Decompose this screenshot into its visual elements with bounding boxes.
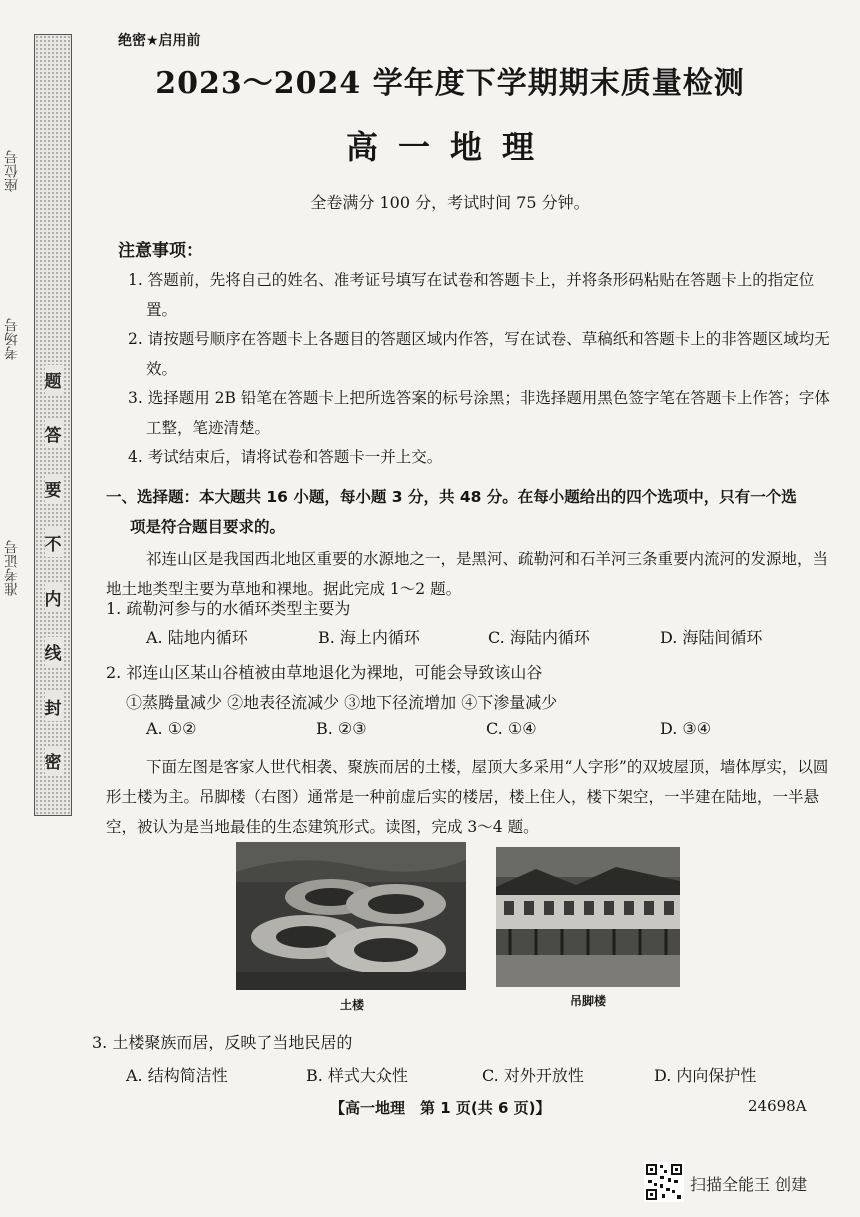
seal-char: 不 <box>45 528 62 557</box>
option-a: A. 结构简洁性 <box>126 1066 228 1085</box>
confidential-mark: 绝密★启用前 <box>118 33 201 49</box>
section-heading-cont: 项是符合题目要求的。 <box>130 518 286 536</box>
option-d: D. ③④ <box>660 719 712 738</box>
seat-number-label: 座位号 <box>4 150 20 192</box>
seal-char: 内 <box>45 583 62 612</box>
seal-char: 答 <box>45 419 62 448</box>
option-a: A. 陆地内循环 <box>146 628 248 647</box>
exam-info: 全卷满分 100 分，考试时间 75 分钟。 <box>310 193 590 212</box>
paper-code: 24698A <box>748 1097 807 1115</box>
notice-item: 1. 答题前，先将自己的姓名、准考证号填写在试卷和答题卡上，并将条形码粘贴在答题卡上的指定位置。 <box>128 271 815 319</box>
seal-char: 线 <box>45 637 62 666</box>
page-footer: 【高一地理 第 1 页(共 6 页)】 <box>330 1099 551 1117</box>
option-b: B. 海上内循环 <box>318 628 420 647</box>
section-heading <box>106 482 830 542</box>
option-b: B. ②③ <box>316 719 367 738</box>
notice-item: 2. 请按题号顺序在答题卡上各题目的答题区域内作答，写在试卷、草稿纸和答题卡上的非答题区域均无效。 <box>128 330 830 378</box>
passage-qilian: 祁连山区是我国西北地区重要的水源地之一，是黑河、疏勒河和石羊河三条重要内流河的发源地，当地土地类型主要为草地和裸地。据此完成 1～2 题。 <box>106 550 829 598</box>
notice-list <box>118 266 830 473</box>
seal-line-text <box>35 365 71 775</box>
passage-architecture: 下面左图是客家人世代相袭、聚族而居的土楼，屋顶大多采用“人字形”的双坡屋顶，墙体厚实，以圆形土楼为主。吊脚楼（右图）通常是一种前虚后实的楼居，楼上住人，楼下架空，一半建在陆地，一半悬空，被认为是当地最佳的生态建筑形式。读图，完成 3～4 题。 <box>106 758 829 836</box>
diaojiaolou-caption: 吊脚楼 <box>570 994 607 1008</box>
binding-margin <box>34 34 72 816</box>
seal-char: 要 <box>45 474 62 503</box>
option-b: B. 样式大众性 <box>306 1066 408 1085</box>
tulou-photo <box>236 842 466 990</box>
question-1-stem: 1. 疏勒河参与的水循环类型主要为 <box>106 599 351 618</box>
diaojiaolou-photo <box>496 847 680 987</box>
question-2-statements: ①蒸腾量减少 ②地表径流减少 ③地下径流增加 ④下渗量减少 <box>126 693 558 712</box>
option-c: C. 海陆内循环 <box>488 628 590 647</box>
scanner-watermark: 扫描全能王 创建 <box>690 1175 808 1194</box>
question-2-stem: 2. 祁连山区某山谷植被由草地退化为裸地，可能会导致该山谷 <box>106 663 543 682</box>
tulou-caption: 土楼 <box>340 998 365 1012</box>
option-d: D. 海陆间循环 <box>660 628 763 647</box>
section-heading-line: 一、选择题：本大题共 16 小题，每小题 3 分，共 48 分。在每小题给出的四个选项中，只有一个选 <box>106 488 797 506</box>
admission-number-label: 准考证号 <box>4 540 20 596</box>
notice-heading: 注意事项： <box>118 241 203 261</box>
question-3-options <box>126 1063 826 1086</box>
option-a: A. ①② <box>146 719 197 738</box>
option-c: C. 对外开放性 <box>482 1066 584 1085</box>
option-c: C. ①④ <box>486 719 537 738</box>
seal-char: 封 <box>45 692 62 721</box>
notice-item: 4. 考试结束后，请将试卷和答题卡一并上交。 <box>128 448 443 466</box>
option-d: D. 内向保护性 <box>654 1066 757 1085</box>
exam-title: 2023～2024 学年度下学期期末质量检测 <box>155 66 745 101</box>
exam-room-label: 考场号 <box>4 318 20 360</box>
seal-char: 题 <box>45 365 62 394</box>
subject-title: 高一地理 <box>345 128 554 166</box>
qr-code-icon <box>644 1162 684 1202</box>
question-2-options <box>146 719 826 738</box>
question-3-stem: 3. 土楼聚族而居，反映了当地民居的 <box>92 1033 353 1052</box>
notice-item: 3. 选择题用 2B 铅笔在答题卡上把所选答案的标号涂黑；非选择题用黑色签字笔在答题卡上作答；字体工整，笔迹清楚。 <box>128 389 830 437</box>
seal-char: 密 <box>45 746 62 775</box>
question-1-options <box>146 625 826 648</box>
